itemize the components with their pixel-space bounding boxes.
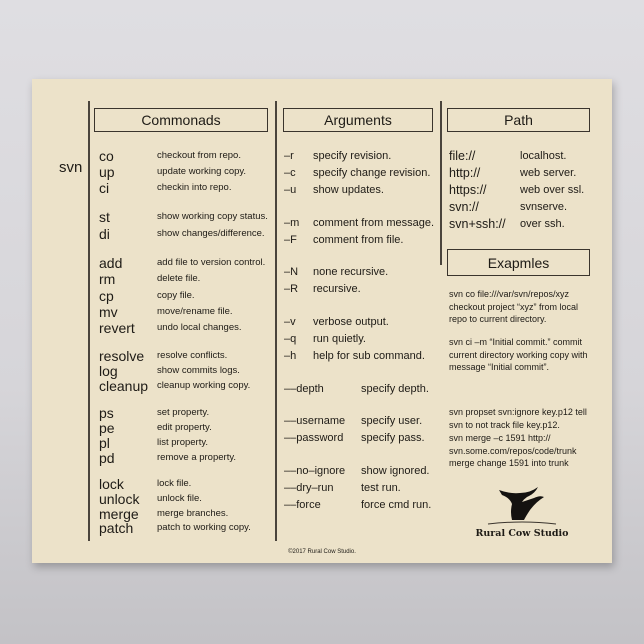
path-scheme: svn:// [449,199,479,214]
command-desc: unlock file. [157,493,202,504]
command-row [99,363,240,378]
path-row [449,216,565,231]
path-scheme: file:// [449,148,476,163]
path-desc: over ssh. [520,217,565,230]
argument-row [284,165,430,180]
argument-flag: –m [284,216,300,229]
path-scheme: https:// [449,182,487,197]
command-row [99,476,191,491]
command-name: ps [99,404,114,421]
argument-row [284,281,361,296]
command-row [99,320,242,335]
command-name: mv [99,303,118,320]
command-row [99,180,231,195]
path-row [449,199,567,214]
argument-flag: ––username [284,414,346,427]
path-desc: web over ssl. [520,183,585,196]
argument-row [284,148,391,163]
argument-desc: force cmd run. [361,498,432,511]
arguments-header-label: Arguments [324,112,392,128]
command-row [99,435,208,450]
command-row [99,405,209,420]
path-header [447,108,590,132]
command-desc: lock file. [157,478,192,489]
commands-header [94,108,268,132]
bull-head-icon [472,484,572,526]
argument-flag: ––dry–run [284,481,334,494]
argument-flag: –R [284,282,299,295]
path-row [449,165,576,180]
example-block: svn ci –m “Initial commit.” commit current directory working copy with message “Initial commit”. [449,337,588,372]
argument-desc: comment from message. [313,216,435,229]
command-desc: cleanup working copy. [157,380,251,391]
argument-row [284,331,366,346]
command-desc: add file to version control. [157,257,266,268]
command-row [99,304,233,319]
argument-desc: specify change revision. [313,166,431,179]
path-desc: web server. [520,166,577,179]
argument-row [284,182,384,197]
command-desc: set property. [157,407,210,418]
example-block: svn merge –c 1591 http:// svn.some.com/repos/code/trunk merge change 1591 into trunk [449,433,577,468]
argument-desc: test run. [361,481,401,494]
copyright-text: ©2017 Rural Cow Studio. [288,549,356,555]
command-row [99,271,200,286]
argument-flag: –v [284,315,296,328]
argument-row [284,348,425,363]
command-desc: checkout from repo. [157,150,241,161]
command-row [99,255,265,270]
argument-row [284,264,388,279]
command-name: co [99,147,114,164]
command-row [99,288,195,303]
argument-desc: recursive. [313,282,361,295]
argument-flag: –c [284,166,296,179]
examples-header-label: Exapmles [487,254,550,271]
argument-flag: –h [284,349,297,362]
arguments-header [283,108,433,132]
path-desc: svnserve. [520,200,568,213]
command-name: pl [99,434,110,451]
path-scheme: http:// [449,165,481,180]
command-row [99,420,212,435]
command-name: pd [99,449,115,466]
command-name: rm [99,270,116,287]
command-row [99,491,202,506]
command-desc: checkin into repo. [157,182,232,193]
argument-flag: ––no–ignore [284,464,346,477]
command-desc: merge branches. [157,508,229,519]
command-desc: show commits logs. [157,365,240,376]
argument-flag: –F [284,233,297,246]
command-row [99,226,265,241]
argument-row [284,463,430,478]
path-header-label: Path [504,112,533,128]
example-block: svn co file:///var/svn/repos/xyz checkout project “xyz” from local repo to current directory. [449,289,579,324]
command-desc: remove a property. [157,452,237,463]
argument-flag: –u [284,183,297,196]
command-desc: undo local changes. [157,322,242,333]
path-scheme: svn+ssh:// [449,216,506,231]
command-name: patch [99,519,134,536]
argument-flag: –r [284,149,294,162]
argument-desc: specify pass. [361,431,425,444]
argument-desc: verbose output. [313,315,389,328]
argument-desc: specify revision. [313,149,392,162]
argument-row [284,497,431,512]
command-row [99,450,236,465]
command-name: log [99,362,118,379]
command-desc: list property. [157,437,209,448]
examples-header [447,249,590,276]
command-name: cp [99,287,114,304]
example-block: svn propset svn:ignore key.p12 tell svn to not track file key.p12. [449,407,587,430]
command-name: unlock [99,490,140,507]
argument-desc: show updates. [313,183,384,196]
path-row [449,148,566,163]
command-desc: patch to working copy. [157,522,251,533]
argument-desc: show ignored. [361,464,430,477]
argument-desc: specify user. [361,414,423,427]
command-name: ci [99,179,110,196]
divider-left [88,101,90,541]
command-name: add [99,254,123,271]
logo-text: Rural Cow Studio [475,528,569,539]
argument-flag: ––depth [284,382,324,395]
command-desc: resolve conflicts. [157,350,228,361]
command-row [99,209,268,224]
path-row [449,182,584,197]
command-name: revert [99,319,135,336]
command-desc: show changes/difference. [157,228,265,239]
argument-flag: ––password [284,431,344,444]
divider-middle [275,101,277,541]
command-name: di [99,225,110,242]
command-name: merge [99,505,139,522]
command-name: resolve [99,347,145,364]
command-desc: update working copy. [157,166,247,177]
argument-row [284,480,401,495]
command-name: pe [99,419,115,436]
argument-row [284,413,422,428]
command-desc: move/rename file. [157,306,233,317]
argument-flag: –N [284,265,299,278]
argument-desc: comment from file. [313,233,404,246]
argument-flag: ––force [284,498,321,511]
svn-cheatsheet-poster [32,79,612,563]
argument-row [284,215,434,230]
command-row [99,520,251,535]
argument-desc: run quietly. [313,332,366,345]
command-name: st [99,208,110,225]
argument-desc: specify depth. [361,382,429,395]
svn-label: svn [59,159,83,176]
argument-desc: none recursive. [313,265,389,278]
command-row [99,378,250,393]
argument-row [284,430,425,445]
rural-cow-studio-logo [472,484,572,544]
argument-row [284,381,429,396]
argument-row [284,314,389,329]
command-desc: show working copy status. [157,211,268,222]
command-desc: copy file. [157,290,195,301]
argument-flag: –q [284,332,297,345]
command-name: cleanup [99,377,149,394]
command-row [99,148,241,163]
path-desc: localhost. [520,149,567,162]
argument-desc: help for sub command. [313,349,425,362]
command-desc: delete file. [157,273,201,284]
divider-right [440,101,442,265]
command-name: lock [99,475,124,492]
command-row [99,164,246,179]
argument-row [284,232,403,247]
command-name: up [99,163,115,180]
commands-header-label: Commonads [141,112,221,128]
command-desc: edit property. [157,422,212,433]
command-row [99,348,227,363]
